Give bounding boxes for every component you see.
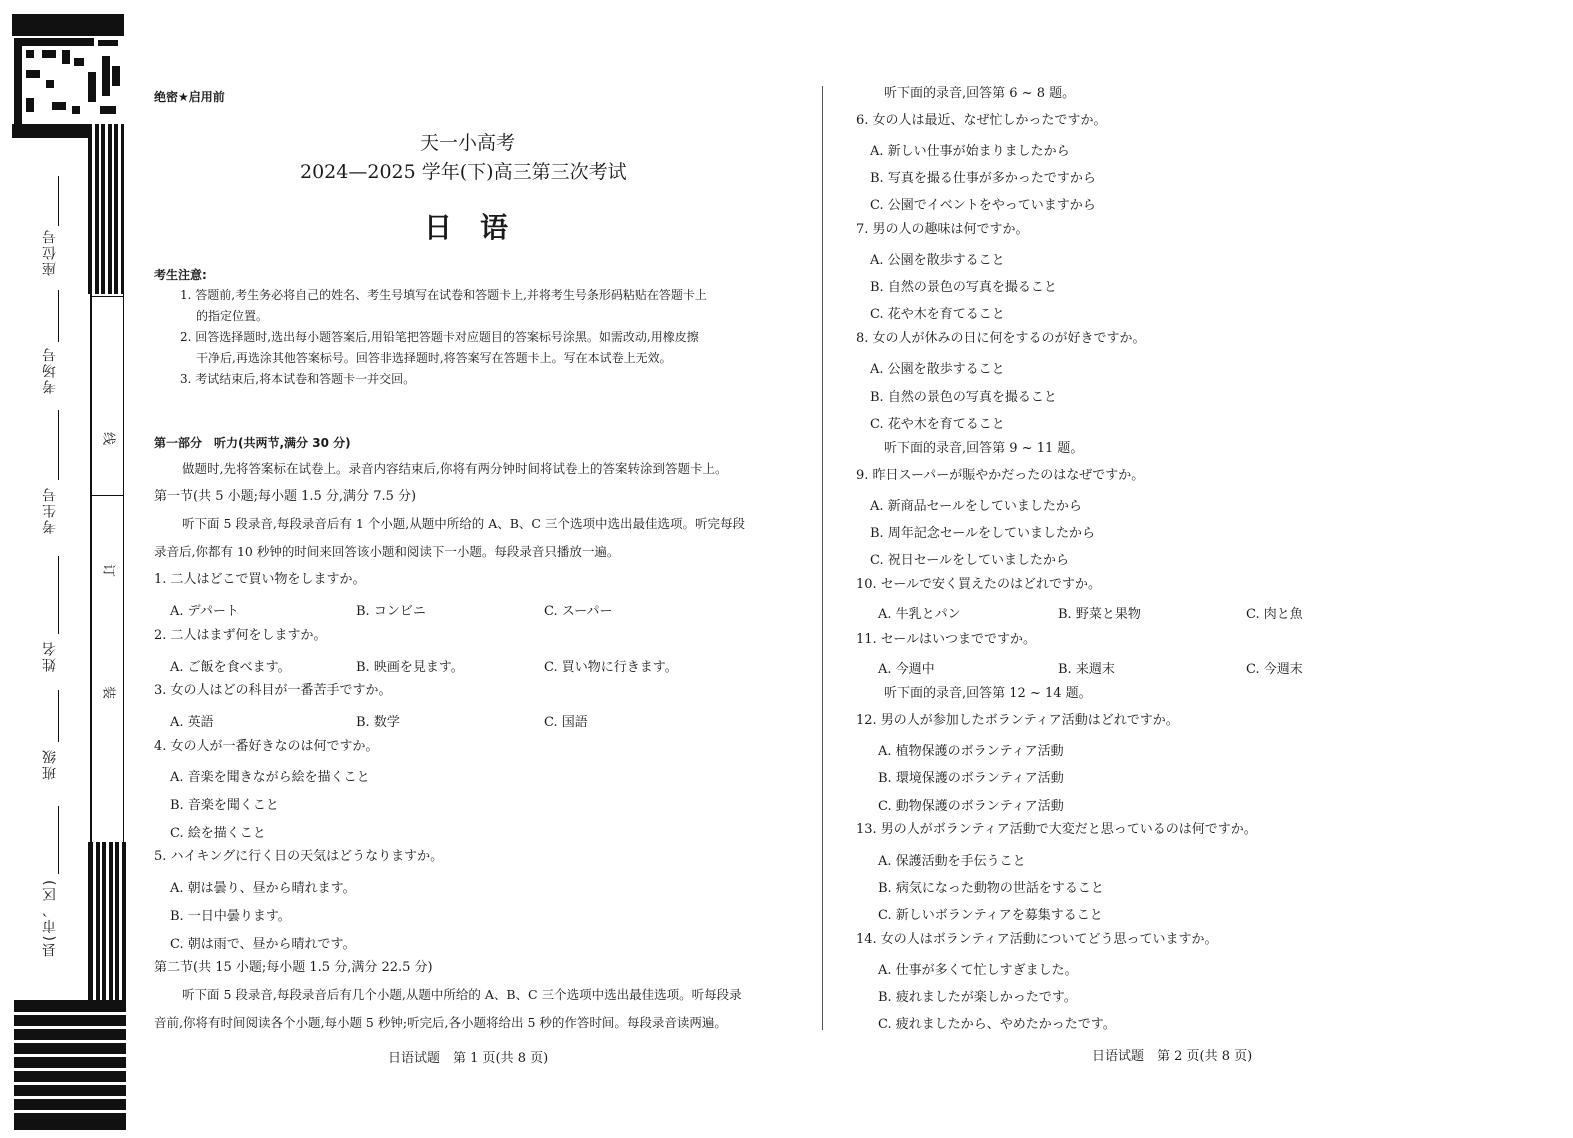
cut-mark-bind: 订 — [103, 561, 116, 576]
q14-option-b[interactable]: B. 疲れましたが楽しかったです。 — [878, 990, 1077, 1005]
intro-12-14: 听下面的录音,回答第 12 ~ 14 题。 — [884, 686, 1092, 701]
q11-option-a[interactable]: A. 今週中 — [878, 662, 935, 677]
q12-option-a[interactable]: A. 植物保護のボランティア活動 — [878, 744, 1064, 759]
q10-option-c[interactable]: C. 肉と魚 — [1246, 607, 1303, 622]
exam-title: 2024—2025 学年(下)高三第三次考试 — [300, 161, 627, 183]
q6-option-c[interactable]: C. 公園でイベントをやっていますから — [870, 198, 1096, 213]
q13-option-a[interactable]: A. 保護活動を手伝うこと — [878, 854, 1026, 869]
q13-option-c[interactable]: C. 新しいボランティアを募集すること — [878, 908, 1103, 923]
section2-intro-2: 音前,你将有时间阅读各个小题,每小题 5 秒钟;听完后,各小题将给出 5 秒的作答时间。每段录音读两遍。 — [154, 1015, 727, 1030]
cut-mark-pack: 装 — [103, 683, 116, 698]
binding-bar-top-2 — [12, 124, 90, 138]
question-6: 6. 女の人は最近、なぜ忙しかったですか。 — [856, 113, 1107, 128]
question-12: 12. 男の人が参加したボランティア活動はどれですか。 — [856, 713, 1179, 728]
q8-option-c[interactable]: C. 花や木を育てること — [870, 417, 1005, 432]
section1-intro-2: 录音后,你都有 10 秒钟的时间来回答该小题和阅读下一小题。每段录音只播放一遍。 — [154, 544, 620, 559]
section2-title: 第二节(共 15 小题;每小题 1.5 分,满分 22.5 分) — [154, 960, 433, 975]
q3-option-a[interactable]: A. 英語 — [170, 715, 214, 730]
notice-3: 3. 考试结束后,将本试卷和答题卡一并交回。 — [180, 372, 416, 386]
q4-option-a[interactable]: A. 音楽を聞きながら絵を描くこと — [170, 770, 370, 785]
q9-option-c[interactable]: C. 祝日セールをしていましたから — [870, 553, 1069, 568]
q6-option-a[interactable]: A. 新しい仕事が始まりましたから — [870, 144, 1070, 159]
q11-option-b[interactable]: B. 来週末 — [1058, 662, 1115, 677]
q9-option-b[interactable]: B. 周年記念セールをしていましたから — [870, 526, 1096, 541]
q1-option-a[interactable]: A. デパート — [170, 604, 239, 619]
q2-option-c[interactable]: C. 買い物に行きます。 — [544, 660, 678, 675]
class-label: 班级 — [42, 748, 58, 780]
exam-room-label: 考场号 — [42, 346, 58, 394]
q10-option-a[interactable]: A. 牛乳とパン — [878, 607, 961, 622]
q6-option-b[interactable]: B. 写真を撮る仕事が多かったですから — [870, 171, 1096, 186]
q5-option-a[interactable]: A. 朝は曇り、昼から晴れます。 — [170, 881, 356, 896]
class-field[interactable] — [58, 690, 59, 742]
question-8: 8. 女の人が休みの日に何をするのが好きですか。 — [856, 331, 1146, 346]
seat-number-field[interactable] — [58, 176, 59, 226]
binding-bar-top — [12, 14, 124, 36]
section1-intro-1: 听下面 5 段录音,每段录音后有 1 个小题,从题中所给的 A、B、C 三个选项中选出最佳选项。听完每段 — [182, 516, 745, 531]
q10-option-b[interactable]: B. 野菜と果物 — [1058, 607, 1141, 622]
intro-6-8: 听下面的录音,回答第 6 ~ 8 题。 — [884, 86, 1076, 101]
question-5: 5. ハイキングに行く日の天気はどうなりますか。 — [154, 849, 444, 864]
notice-1a: 1. 答题前,考生务必将自己的姓名、考生号填写在试卷和答题卡上,并将考生号条形码粘贴在答题卡上 — [180, 288, 707, 302]
barcode-bottom — [14, 1000, 126, 1130]
notice-2a: 2. 回答选择题时,选出每小题答案后,用铅笔把答题卡对应题目的答案标号涂黑。如需改动,用橡皮擦 — [180, 330, 699, 344]
q13-option-b[interactable]: B. 病気になった動物の世話をすること — [878, 881, 1104, 896]
question-2: 2. 二人はまず何をしますか。 — [154, 628, 327, 643]
q5-option-c[interactable]: C. 朝は雨で、昼から晴れです。 — [170, 937, 356, 952]
question-9: 9. 昨日スーパーが賑やかだったのはなぜですか。 — [856, 468, 1145, 483]
cut-mark-line: 线 — [103, 429, 116, 444]
candidate-number-label: 考生号 — [42, 486, 58, 534]
q8-option-b[interactable]: B. 自然の景色の写真を撮ること — [870, 390, 1057, 405]
binding-border — [90, 294, 92, 844]
confidential-mark: 绝密★启用前 — [154, 90, 225, 104]
qr-code-icon — [12, 36, 124, 136]
q3-option-b[interactable]: B. 数学 — [356, 715, 400, 730]
question-10: 10. セールで安く買えたのはどれですか。 — [856, 577, 1102, 592]
q12-option-b[interactable]: B. 環境保護のボランティア活動 — [878, 771, 1064, 786]
question-4: 4. 女の人が一番好きなのは何ですか。 — [154, 739, 379, 754]
section2-intro-1: 听下面 5 段录音,每段录音后有几个小题,从题中所给的 A、B、C 三个选项中选出最佳选项。听每段录 — [182, 987, 742, 1002]
q2-option-a[interactable]: A. ご飯を食べます。 — [170, 660, 291, 675]
part1-title: 第一部分 听力(共两节,满分 30 分) — [154, 436, 351, 450]
column-divider — [822, 86, 823, 1030]
q14-option-c[interactable]: C. 疲れましたから、やめたかったです。 — [878, 1017, 1116, 1032]
question-14: 14. 女の人はボランティア活動についてどう思っていますか。 — [856, 932, 1218, 947]
q1-option-c[interactable]: C. スーパー — [544, 604, 613, 619]
candidate-number-field[interactable] — [58, 410, 59, 480]
barcode-lower — [88, 842, 126, 1002]
q11-option-c[interactable]: C. 今週末 — [1246, 662, 1303, 677]
q8-option-a[interactable]: A. 公園を散歩すること — [870, 362, 1005, 377]
notice-2b: 干净后,再选涂其他答案标号。回答非选择题时,将答案写在答题卡上。写在本试卷上无效。 — [196, 351, 672, 365]
barcode-upper — [88, 124, 124, 294]
notice-1b: 的指定位置。 — [196, 309, 269, 323]
q4-option-c[interactable]: C. 絵を描くこと — [170, 826, 266, 841]
q5-option-b[interactable]: B. 一日中曇ります。 — [170, 909, 291, 924]
exam-room-field[interactable] — [58, 290, 59, 342]
question-13: 13. 男の人がボランティア活動で大変だと思っているのは何ですか。 — [856, 822, 1257, 837]
q14-option-a[interactable]: A. 仕事が多くて忙しすぎました。 — [878, 963, 1078, 978]
q2-option-b[interactable]: B. 映画を見ます。 — [356, 660, 464, 675]
binding-border-right — [123, 294, 124, 844]
intro-9-11: 听下面的录音,回答第 9 ~ 11 题。 — [884, 441, 1084, 456]
q7-option-c[interactable]: C. 花や木を育てること — [870, 307, 1005, 322]
q7-option-b[interactable]: B. 自然の景色の写真を撮ること — [870, 280, 1057, 295]
page-2-footer: 日语试题 第 2 页(共 8 页) — [1092, 1049, 1253, 1064]
name-label: 姓名 — [42, 640, 58, 672]
q4-option-b[interactable]: B. 音楽を聞くこと — [170, 798, 279, 813]
binding-divider-2 — [90, 495, 124, 496]
section1-title: 第一节(共 5 小题;每小题 1.5 分,满分 7.5 分) — [154, 489, 417, 504]
q7-option-a[interactable]: A. 公園を散歩すること — [870, 253, 1005, 268]
notice-title: 考生注意: — [154, 268, 207, 282]
q9-option-a[interactable]: A. 新商品セールをしていましたから — [870, 499, 1082, 514]
question-1: 1. 二人はどこで買い物をしますか。 — [154, 572, 366, 587]
q1-option-b[interactable]: B. コンビニ — [356, 604, 426, 619]
binding-divider-1 — [90, 296, 124, 297]
page-1-footer: 日语试题 第 1 页(共 8 页) — [388, 1051, 549, 1066]
county-field[interactable] — [58, 806, 59, 874]
q3-option-c[interactable]: C. 国語 — [544, 715, 588, 730]
question-11: 11. セールはいつまでですか。 — [856, 632, 1037, 647]
county-label: 县(市、区) — [42, 878, 58, 957]
name-field[interactable] — [58, 556, 59, 634]
brand-title: 天一小高考 — [420, 132, 516, 154]
subject-title: 日 语 — [424, 211, 509, 244]
q12-option-c[interactable]: C. 動物保護のボランティア活動 — [878, 799, 1064, 814]
part1-intro: 做题时,先将答案标在试卷上。录音内容结束后,你将有两分钟时间将试卷上的答案转涂到答题卡上。 — [182, 461, 728, 476]
seat-number-label: 座位号 — [42, 228, 58, 276]
question-7: 7. 男の人の趣味は何ですか。 — [856, 222, 1029, 237]
question-3: 3. 女の人はどの科目が一番苦手ですか。 — [154, 683, 392, 698]
